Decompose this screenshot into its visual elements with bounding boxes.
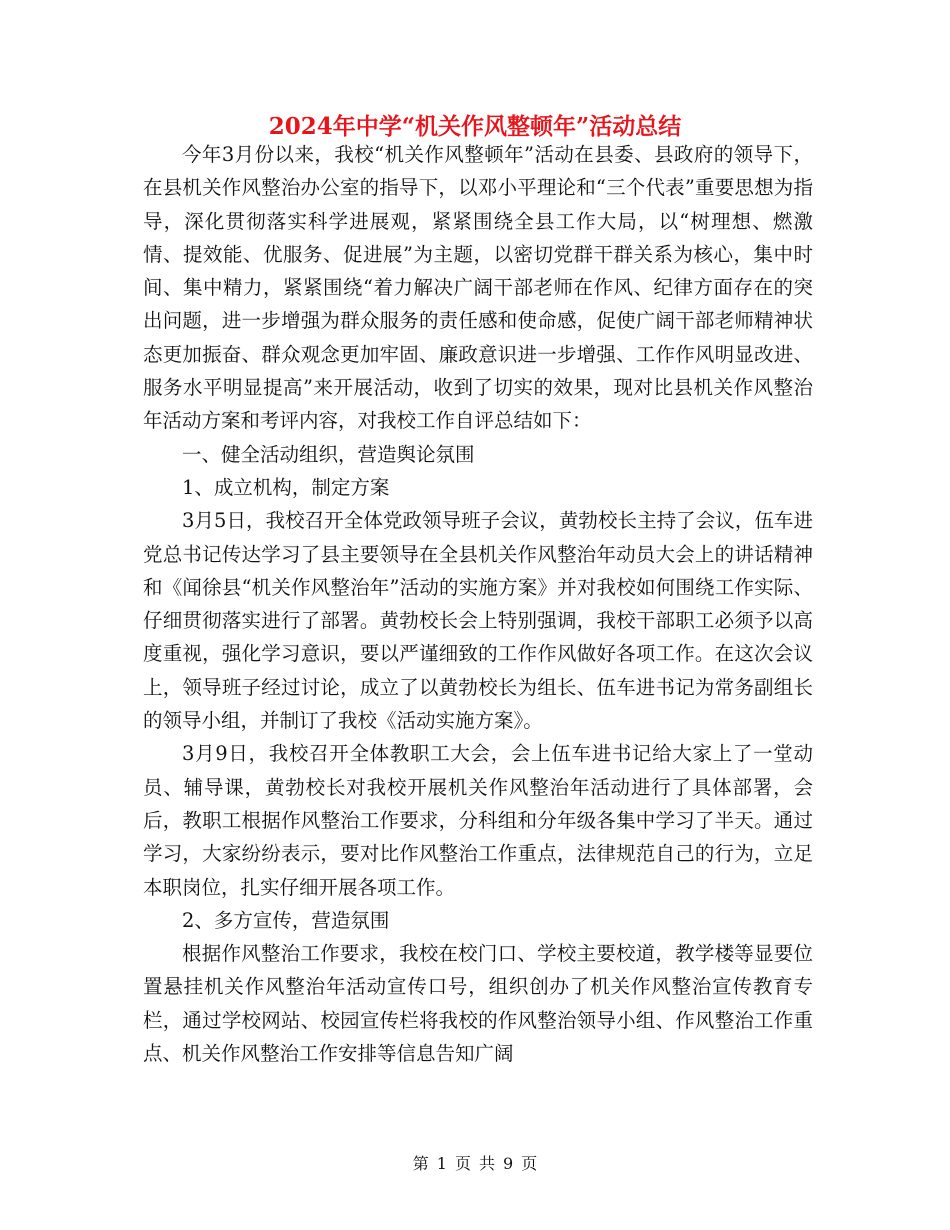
footer-suffix: 页	[521, 1154, 538, 1173]
footer-total-pages: 9	[503, 1154, 514, 1173]
section-heading-1: 一、健全活动组织，营造舆论氛围	[182, 442, 475, 466]
document-title: 2024年中学“机关作风整顿年”活动总结	[268, 113, 682, 140]
footer-current-page: 1	[436, 1154, 447, 1173]
footer-total-word: 共	[479, 1154, 496, 1173]
footer-prefix: 第	[412, 1154, 429, 1173]
paragraph-meeting-march-9: 3月9日，我校召开全体教职工大会，会上伍车进书记给大家上了一堂动员、辅导课，黄勃校长对我校开展机关作风整治年活动进行了具体部署，会后，教职工根据作风整治工作要求，分科组和分年级各集中学习了半天。通过学习，大家纷纷表示，要对比作风整治工作重点，法律规范自己的行为，立足本职岗位，扎实仔细开展各项工作。	[143, 742, 813, 899]
subsection-heading-2: 2、多方宣传，营造氛围	[182, 908, 390, 932]
document-body	[143, 138, 813, 1070]
paragraph-publicity: 根据作风整治工作要求，我校在校门口、学校主要校道，教学楼等显要位置悬挂机关作风整治年活动宣传口号，组织创办了机关作风整治宣传教育专栏，通过学校网站、校园宣传栏将我校的作风整治领导小组、作风整治工作重点、机关作风整治工作安排等信息告知广阔	[143, 942, 813, 1066]
page-footer	[0, 1154, 950, 1174]
footer-page-word: 页	[454, 1154, 471, 1173]
paragraph-intro: 今年3月份以来，我校“机关作风整顿年”活动在县委、县政府的领导下，在县机关作风整治办公室的指导下，以邓小平理论和“三个代表”重要思想为指导，深化贯彻落实科学进展观，紧紧围绕全县工作大局，以“树理想、燃激情、提效能、优服务、促进展”为主题，以密切党群干群关系为核心，集中时间、集中精力，紧紧围绕“着力解决广阔干部老师在作风、纪律方面存在的突出问题，进一步增强为群众服务的责任感和使命感，促使广阔干部老师精神状态更加振奋、群众观念更加牢固、廉政意识进一步增强、工作作风明显改进、服务水平明显提高”来开展活动，收到了切实的效果，现对比县机关作风整治年活动方案和考评内容，对我校工作自评总结如下：	[143, 143, 813, 433]
subsection-heading-1: 1、成立机构，制定方案	[182, 475, 390, 499]
paragraph-meeting-march-5: 3月5日，我校召开全体党政领导班子会议，黄勃校长主持了会议，伍车进党总书记传达学习了县主要领导在全县机关作风整治年动员大会上的讲话精神和《闻徐县“机关作风整治年”活动的实施方案》并对我校如何围绕工作实际、仔细贯彻落实进行了部署。黄勃校长会上特别强调，我校干部职工必须予以高度重视，强化学习意识，要以严谨细致的工作作风做好各项工作。在这次会议上，领导班子经过讨论，成立了以黄勃校长为组长、伍车进书记为常务副组长的领导小组，并制订了我校《活动实施方案》。	[143, 509, 813, 733]
